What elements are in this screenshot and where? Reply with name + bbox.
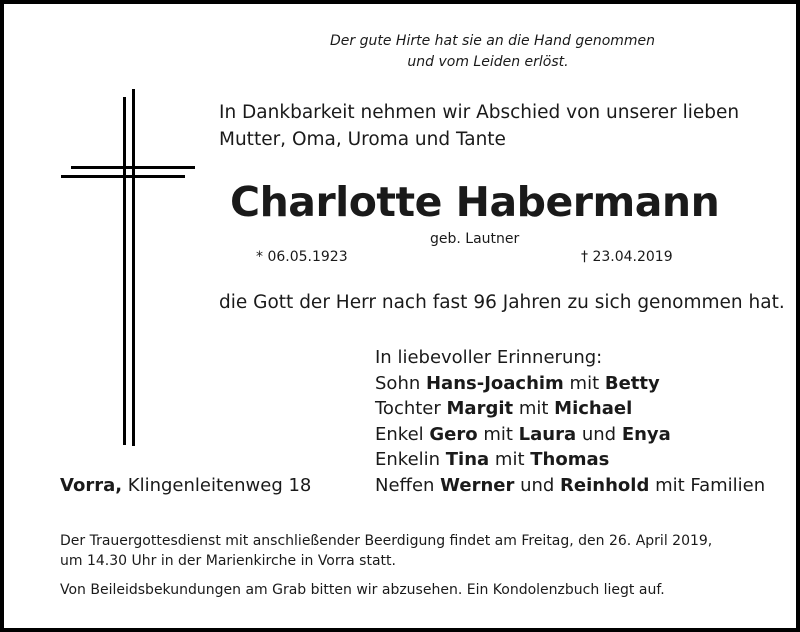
address-town: Vorra, xyxy=(60,475,123,496)
birth-name: geb. Lautner xyxy=(430,231,520,247)
mourner-line: Tochter Margit mit Michael xyxy=(375,398,633,420)
intro-text xyxy=(219,99,739,153)
mourners-heading: In liebevoller Erinnerung: xyxy=(375,347,603,368)
address-street: Klingenleitenweg 18 xyxy=(122,475,312,496)
birth-date: * 06.05.1923 xyxy=(256,249,348,265)
mourner-line: Enkel Gero mit Laura und Enya xyxy=(375,423,671,445)
service-info-line-2: um 14.30 Uhr in der Marienkirche in Vorra statt. xyxy=(60,553,396,569)
condolence-note: Von Beileidsbekundungen am Grab bitten wir abzusehen. Ein Kondolenzbuch liegt auf. xyxy=(60,582,665,598)
motto-line-2: und vom Leiden erlöst. xyxy=(407,54,569,70)
mourner-line: Sohn Hans-Joachim mit Betty xyxy=(375,372,660,394)
statement-text: die Gott der Herr nach fast 96 Jahren zu sich genommen hat. xyxy=(219,292,785,313)
motto-line-1: Der gute Hirte hat sie an die Hand genommen xyxy=(330,33,656,49)
mourner-line: Enkelin Tina mit Thomas xyxy=(375,449,610,471)
intro-line-2: Mutter, Oma, Uroma und Tante xyxy=(219,129,506,150)
intro-line-1: In Dankbarkeit nehmen wir Abschied von unserer lieben xyxy=(219,102,740,123)
address xyxy=(60,473,311,499)
death-date: † 23.04.2019 xyxy=(581,249,673,265)
service-info-line-1: Der Trauergottesdienst mit anschließender Beerdigung findet am Freitag, den 26. April 2019, xyxy=(60,533,713,549)
mourner-line: Neffen Werner und Reinhold mit Familien xyxy=(375,474,766,496)
deceased-name: Charlotte Habermann xyxy=(230,178,720,226)
mourners-list xyxy=(375,345,765,499)
